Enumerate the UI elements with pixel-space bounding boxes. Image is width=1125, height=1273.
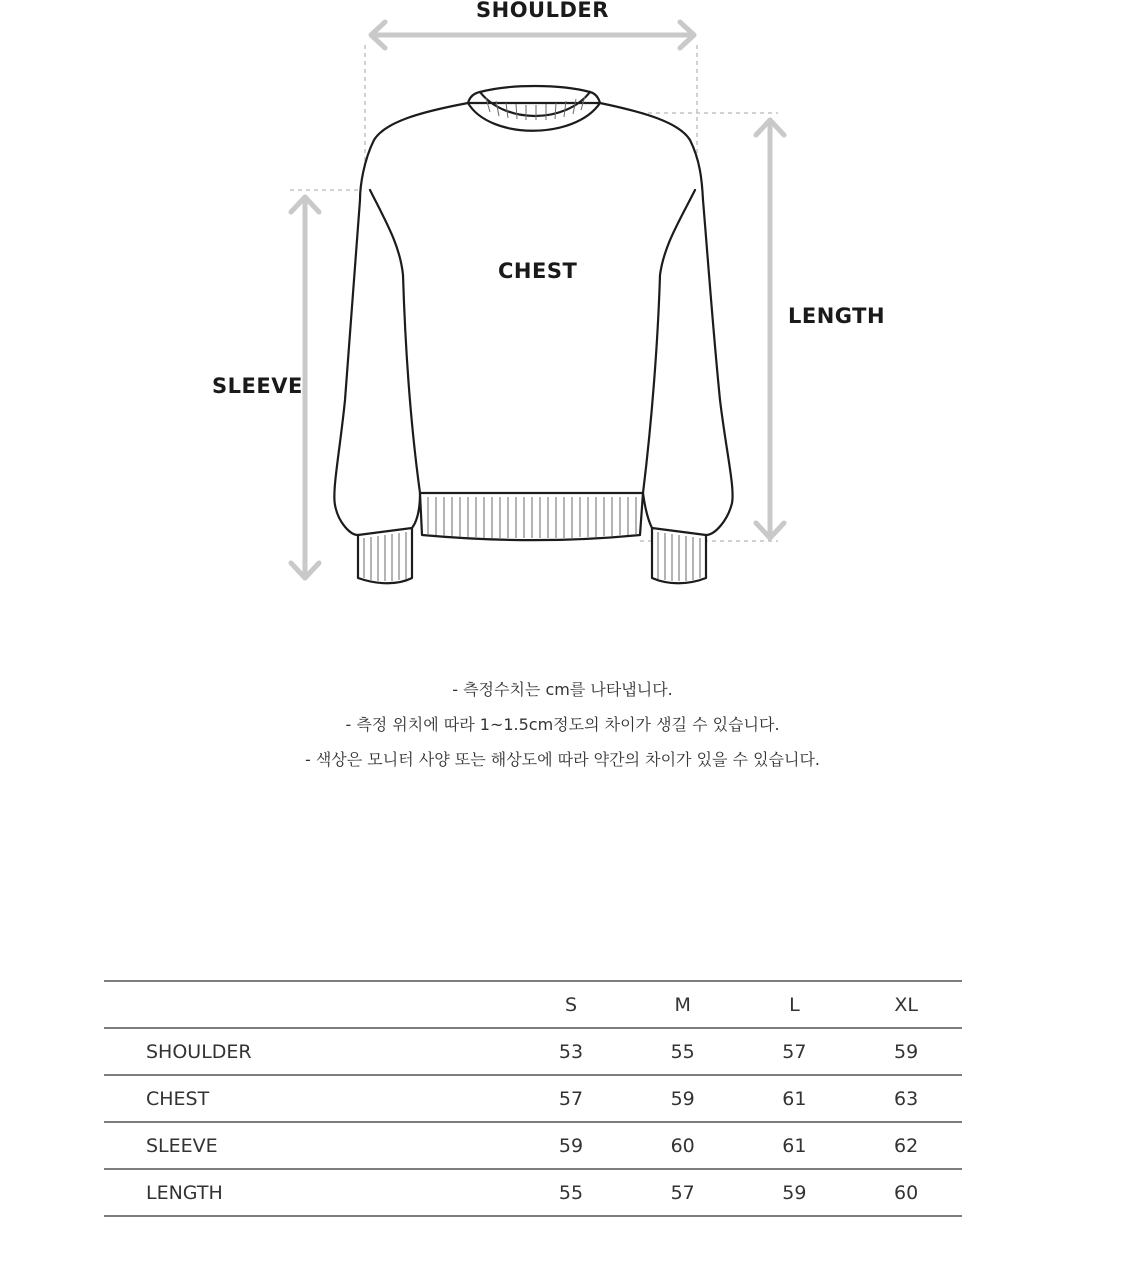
table-cell: 59 — [627, 1075, 739, 1122]
size-table — [104, 980, 962, 1217]
row-label-chest: CHEST — [104, 1075, 515, 1122]
table-row — [104, 1028, 962, 1075]
table-cell: 63 — [850, 1075, 962, 1122]
table-cell: 59 — [850, 1028, 962, 1075]
column-header-blank — [104, 981, 515, 1028]
sweater-outline — [334, 86, 732, 583]
note-unit: - 측정수치는 cm를 나타냅니다. — [452, 680, 673, 699]
table-cell: 57 — [739, 1028, 851, 1075]
table-cell: 59 — [739, 1169, 851, 1216]
table-cell: 61 — [739, 1122, 851, 1169]
column-header-s: S — [515, 981, 627, 1028]
table-cell: 59 — [515, 1122, 627, 1169]
sleeve-label: SLEEVE — [212, 374, 303, 398]
row-label-length: LENGTH — [104, 1169, 515, 1216]
shoulder-label: SHOULDER — [476, 0, 609, 22]
table-cell: 62 — [850, 1122, 962, 1169]
table-cell: 61 — [739, 1075, 851, 1122]
table-row — [104, 1169, 962, 1216]
column-header-xl: XL — [850, 981, 962, 1028]
table-cell: 60 — [627, 1122, 739, 1169]
table-row — [104, 1122, 962, 1169]
note-color: - 색상은 모니터 사양 또는 해상도에 따라 약간의 차이가 있을 수 있습니다. — [304, 750, 821, 769]
table-cell: 60 — [850, 1169, 962, 1216]
table-cell: 53 — [515, 1028, 627, 1075]
measurement-notes — [0, 676, 1125, 781]
chest-label: CHEST — [498, 259, 578, 283]
row-label-sleeve: SLEEVE — [104, 1122, 515, 1169]
table-row — [104, 1075, 962, 1122]
table-cell: 55 — [515, 1169, 627, 1216]
length-label: LENGTH — [788, 304, 886, 328]
column-header-m: M — [627, 981, 739, 1028]
note-tolerance: - 측정 위치에 따라 1~1.5cm정도의 차이가 생길 수 있습니다. — [345, 715, 780, 734]
table-cell: 55 — [627, 1028, 739, 1075]
table-cell: 57 — [627, 1169, 739, 1216]
table-cell: 57 — [515, 1075, 627, 1122]
column-header-l: L — [739, 981, 851, 1028]
row-label-shoulder: SHOULDER — [104, 1028, 515, 1075]
table-header-row — [104, 981, 962, 1028]
